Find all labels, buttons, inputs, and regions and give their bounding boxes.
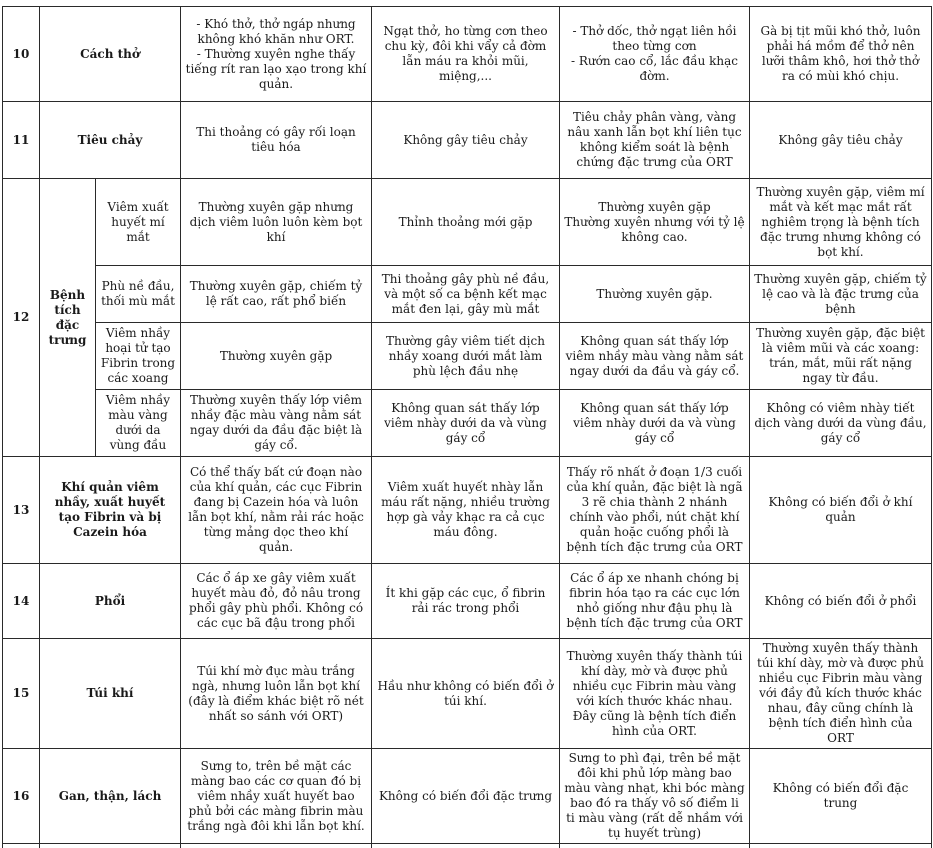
table-row (3, 266, 932, 323)
table-cell: Không gây tiêu chảy (750, 102, 932, 179)
table-row (3, 639, 932, 749)
cell-line: Thường xuyên nhưng với tỷ lệ không cao. (564, 215, 745, 245)
table-cell (40, 844, 181, 848)
table-cell: Không có viêm nhày tiết dịch vàng dưới da vùng đầu, gáy cổ (750, 390, 932, 457)
cell-line: Thường xuyên gặp (564, 200, 745, 215)
cell-line: - Khó thở, thở ngáp nhưng không khó khăn như ORT. (185, 17, 367, 47)
table-cell: Thấy rõ nhất ở đoạn 1/3 cuối của khí quản, đặc biệt là ngã 3 rẽ chia thành 2 nhánh chính vào phổi, nút chặt khí quản hoặc cuống phổi là bệnh tích đặc trưng của ORT (560, 457, 750, 564)
table-row-partial (3, 844, 932, 848)
table-cell: Ít khi gặp các cục, ổ fibrin rải rác trong phổi (372, 564, 560, 639)
table-cell: Không gây tiêu chảy (372, 102, 560, 179)
table-cell: Thường xuyên gặp nhưng dịch viêm luôn luôn kèm bọt khí (181, 179, 372, 266)
row-number: 16 (3, 749, 40, 844)
table-cell: Thi thoảng gây phù nề đầu, và một số ca bệnh kết mạc mắt đen lại, gây mù mắt (372, 266, 560, 323)
table-cell: Không quan sát thấy lớp viêm nhày dưới da và vùng gáy cổ (560, 390, 750, 457)
row-label: Cách thở (40, 7, 181, 102)
table-cell (3, 844, 40, 848)
row-label: Gan, thận, lách (40, 749, 181, 844)
table-cell: Thường xuyên thấy thành túi khí dày, mờ và được phủ nhiều cục Fibrin màu vàng với kích thước khác nhau. Đây cũng là bệnh tích điển hình của ORT. (560, 639, 750, 749)
table-cell: Không quan sát thấy lớp viêm nhày dưới da và vùng gáy cổ (372, 390, 560, 457)
table-cell: Các ổ áp xe nhanh chóng bị fibrin hóa tạo ra các cục lớn nhỏ giống như đậu phụ là bệnh tích đặc trưng của ORT (560, 564, 750, 639)
sub-label: Phù nề đầu, thối mù mắt (96, 266, 181, 323)
row-number: 14 (3, 564, 40, 639)
table-row (3, 390, 932, 457)
table-cell: Không có biến đổi ở khí quản (750, 457, 932, 564)
table-cell: Hầu như không có biến đổi ở túi khí. (372, 639, 560, 749)
table-row (3, 323, 932, 390)
table-cell: Sưng to phì đại, trên bề mặt đôi khi phủ lớp màng bao màu vàng nhạt, khi bóc màng bao đó ra thấy vô số điểm li ti màu vàng (rất dễ nhầm với tụ huyết trùng) (560, 749, 750, 844)
table-cell: Sưng to, trên bề mặt các màng bao các cơ quan đó bị viêm nhầy xuất huyết bao phủ bởi các màng fibrin màu trắng ngà đôi khi lẫn bọt khí. (181, 749, 372, 844)
cell-line: - Thở dốc, thở ngạt liên hồi theo từng cơn (564, 24, 745, 54)
table-cell (750, 844, 932, 848)
table-cell: Các ổ áp xe gây viêm xuất huyết màu đỏ, đỏ nâu trong phổi gây phù phổi. Không có các cục bã đậu trong phổi (181, 564, 372, 639)
table-cell: Thường xuyên gặp, chiếm tỷ lệ rất cao, rất phổ biến (181, 266, 372, 323)
row-number: 11 (3, 102, 40, 179)
table-cell: Thường xuyên gặp, viêm mí mắt và kết mạc mắt rất nghiêm trọng là bệnh tích đặc trưng nhưng không có bọt khí. (750, 179, 932, 266)
table-cell (560, 7, 750, 102)
table-cell: Không có biến đổi ở phổi (750, 564, 932, 639)
table-cell: Gà bị tịt mũi khó thở, luôn phải há mồm để thở nên lưỡi thâm khô, hơi thở thở ra có mùi khó chịu. (750, 7, 932, 102)
table-cell: Thường gây viêm tiết dịch nhầy xoang dưới mắt làm phù lệch đầu nhẹ (372, 323, 560, 390)
table-row (3, 457, 932, 564)
table-cell: Có thể thấy bất cứ đoạn nào của khí quản, các cục Fibrin đang bị Cazein hóa và luôn lẫn bọt khí, nằm rải rác hoặc từng mảng dọc theo khí quản. (181, 457, 372, 564)
row-number: 10 (3, 7, 40, 102)
cell-line: - Thường xuyên nghe thấy tiếng rít ran lạo xạo trong khí quản. (185, 47, 367, 92)
row-label: Bệnh tích đặc trưng (40, 179, 96, 457)
table-cell: Thi thoảng có gây rối loạn tiêu hóa (181, 102, 372, 179)
table-cell: Thường xuyên thấy thành túi khí dày, mờ và được phủ nhiều cục Fibrin màu vàng với đầy đủ kích thước khác nhau, đây cũng chính là bệnh tích điển hình của ORT (750, 639, 932, 749)
table-cell: Thường xuyên gặp (181, 323, 372, 390)
table-cell: Ngạt thở, ho từng cơn theo chu kỳ, đôi khi vẩy cả đờm lẫn máu ra khỏi mũi, miệng,... (372, 7, 560, 102)
table-cell (560, 844, 750, 848)
table-row (3, 102, 932, 179)
row-number: 12 (3, 179, 40, 457)
table-cell: Tiêu chảy phân vàng, vàng nâu xanh lẫn bọt khí liên tục không kiểm soát là bệnh chứng đặc trưng của ORT (560, 102, 750, 179)
table-row (3, 749, 932, 844)
row-label: Khí quản viêm nhầy, xuất huyết tạo Fibrin và bị Cazein hóa (40, 457, 181, 564)
table-cell: Thỉnh thoảng mới gặp (372, 179, 560, 266)
comparison-table (2, 6, 932, 848)
row-label: Tiêu chảy (40, 102, 181, 179)
row-number: 13 (3, 457, 40, 564)
cell-line: - Rướn cao cổ, lắc đầu khạc đờm. (564, 54, 745, 84)
table-cell: Không quan sát thấy lớp viêm nhầy màu vàng nằm sát ngay dưới da đầu và gáy cổ. (560, 323, 750, 390)
sub-label: Viêm nhầy hoại tử tạo Fibrin trong các xoang (96, 323, 181, 390)
table-cell (372, 844, 560, 848)
table-cell: Thường xuyên gặp. (560, 266, 750, 323)
sub-label: Viêm xuất huyết mí mắt (96, 179, 181, 266)
table-cell: Không có biến đổi đặc trưng (372, 749, 560, 844)
table-cell: Thường xuyên gặp, chiếm tỷ lệ cao và là đặc trưng của bệnh (750, 266, 932, 323)
table-cell: Túi khí mờ đục màu trắng ngà, nhưng luôn lẫn bọt khí (đây là điểm khác biệt rõ nét nhất so sánh với ORT) (181, 639, 372, 749)
table-row (3, 179, 932, 266)
sub-label: Viêm nhầy màu vàng dưới da vùng đầu (96, 390, 181, 457)
table-cell (560, 179, 750, 266)
table-cell: Viêm xuất huyết nhày lẫn máu rất nặng, nhiều trường hợp gà vảy khạc ra cả cục máu đông. (372, 457, 560, 564)
table-cell (181, 7, 372, 102)
row-label: Túi khí (40, 639, 181, 749)
table-cell: Thường xuyên thấy lớp viêm nhầy đặc màu vàng nằm sát ngay dưới da đầu đặc biệt là gáy cổ. (181, 390, 372, 457)
row-label: Phổi (40, 564, 181, 639)
table-row (3, 7, 932, 102)
table-cell (181, 844, 372, 848)
table-row (3, 564, 932, 639)
table-cell: Không có biến đổi đặc trung (750, 749, 932, 844)
row-number: 15 (3, 639, 40, 749)
table-cell: Thường xuyên gặp, đặc biệt là viêm mũi và các xoang: trán, mắt, mũi rất nặng ngay từ đầu. (750, 323, 932, 390)
